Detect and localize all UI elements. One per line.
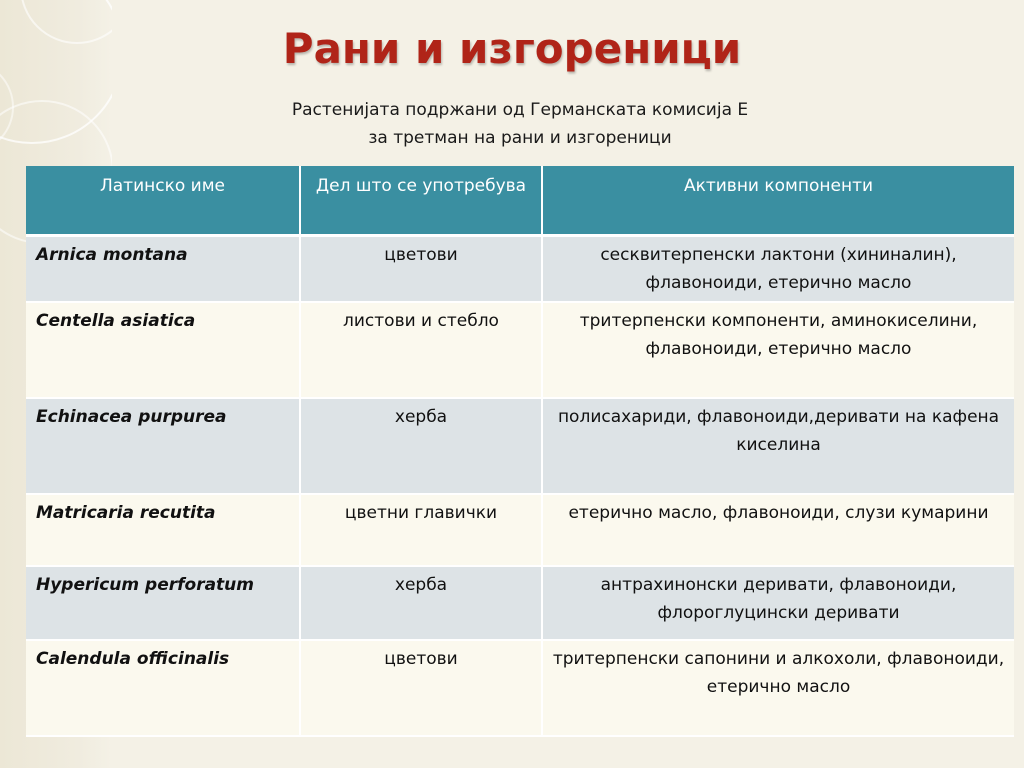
table-row <box>26 236 1014 303</box>
active-components-cell: тритерпенски сапонини и алкохоли, флавоноиди, етерично масло <box>542 640 1014 736</box>
part-used-cell: цветни главички <box>300 494 542 566</box>
active-components-cell: полисахариди, флавоноиди,деривати на кафена киселина <box>542 398 1014 494</box>
part-used-cell: херба <box>300 566 542 640</box>
latin-name-cell: Matricaria recutita <box>26 494 300 566</box>
column-header-latin-name: Латинско име <box>26 166 300 236</box>
active-components-cell: етерично масло, флавоноиди, слузи кумарини <box>542 494 1014 566</box>
slide-title: Рани и изгореници <box>282 24 742 73</box>
latin-name-cell: Arnica montana <box>26 236 300 303</box>
subtitle-line: Растенијата подржани од Германската комисија Е <box>291 100 749 120</box>
table-row <box>26 566 1014 640</box>
part-used-cell: листови и стебло <box>300 302 542 398</box>
table-row <box>26 640 1014 736</box>
subtitle-line: за третман на рани и изгореници <box>368 128 672 148</box>
latin-name-cell: Echinacea purpurea <box>26 398 300 494</box>
active-components-cell: сесквитерпенски лактони (хининалин), флавоноиди, етерично масло <box>542 236 1014 303</box>
plants-table <box>26 166 1014 737</box>
part-used-cell: цветови <box>300 236 542 303</box>
active-components-cell: тритерпенски компоненти, аминокиселини, флавоноиди, етерично масло <box>542 302 1014 398</box>
column-header-active-components: Активни компоненти <box>542 166 1014 236</box>
part-used-cell: цветови <box>300 640 542 736</box>
active-components-cell: антрахинонски деривати, флавоноиди, флороглуцински деривати <box>542 566 1014 640</box>
column-header-part-used: Дел што се употребува <box>300 166 542 236</box>
part-used-cell: херба <box>300 398 542 494</box>
table-row <box>26 398 1014 494</box>
table-row <box>26 302 1014 398</box>
table-row <box>26 494 1014 566</box>
latin-name-cell: Hypericum perforatum <box>26 566 300 640</box>
table-header-row <box>26 166 1014 236</box>
slide-subtitle <box>200 96 840 152</box>
latin-name-cell: Centella asiatica <box>26 302 300 398</box>
latin-name-cell: Calendula officinalis <box>26 640 300 736</box>
